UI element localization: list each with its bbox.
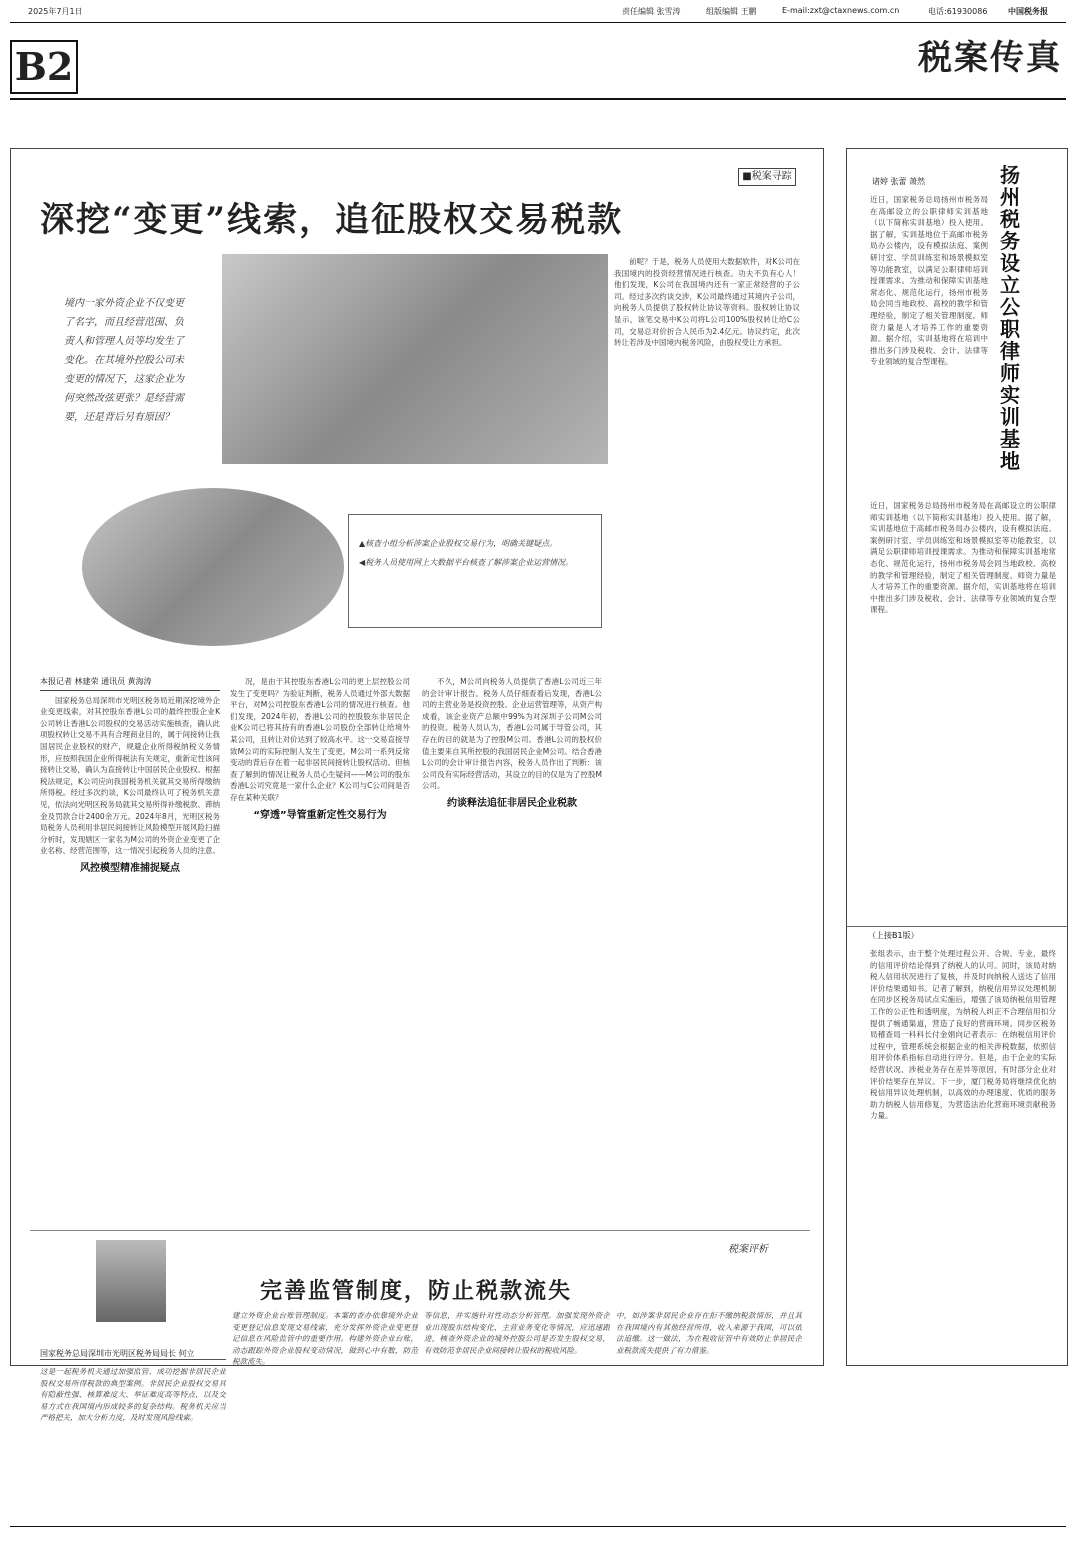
article-column-3 <box>422 676 602 1196</box>
sidebar-title: 扬州税务设立公职律师实训基地 <box>1000 163 1020 473</box>
photo-computer <box>82 488 344 646</box>
commentator-name: 国家税务总局深圳市光明区税务局局长 何立 <box>40 1348 226 1360</box>
section-title: 税案传真 <box>918 38 1062 78</box>
sidebar-column-lower: 近日，国家税务总局扬州市税务局在高邮设立的公职律师实训基地（以下简称实训基地）投入使用。据了解，实训基地位于高邮市税务局办公楼内，设有模拟法庭、案例研讨室、学员训练室和场景模拟室等功能教室，以满足公职律师培训授课需求。为推动和保障实训基地常态化、规范化运行，扬州市税务局会同当地政校、高校的教学和管理经验，制定了相关管理制度。师资力量是人才培养工作的重要资源。据介绍，实训基地将在培训中推出多门涉及税收、会计、法律等专业领域的复合型课程。 <box>870 501 1056 615</box>
subhead-3: 约谈释法追征非居民企业税款 <box>447 797 577 809</box>
sidebar-separator <box>846 926 1068 927</box>
commentary-rule <box>30 1230 810 1231</box>
commentary-column-1: 这是一起税务机关通过加强监管、成功挖掘非居民企业股权交易所得税款的典型案例。非居民企业股权交易具有隐蔽性强、核算难度大、举证难度高等特点，以及交易方式在我国境内形成较多的复杂结构。税务机关应当严格把关，加大分析力度，及时发现风险线索。 <box>40 1367 226 1423</box>
article-deck: 境内一家外资企业不仅变更了名字，而且经营范围、负责人和管理人员等均发生了变化。在其境外控股公司未变更的情况下，这家企业为何突然改弦更张？是经营需要，还是背后另有原因？ <box>64 298 184 423</box>
header-editor: 责任编辑 张雪涛 <box>622 7 681 16</box>
paragraph: 前呢？于是，税务人员使用大数据软件，对K公司在我国境内的投资经营情况进行核查。功夫不负有心人！他们发现，K公司在我国境内还有一家正常经营的子公司。经过多次约谈交涉，K公司最终通过其境内子公司，向税务人员提供了股权转让协议等资料。股权转让协议显示，该笔交易中K公司将L公司100%股权转让给C公司，交易总对价折合人民币为2.4亿元。协议约定，此次转让若涉及中国境内税务风险，由股权受让方承担。 <box>614 257 800 348</box>
sidebar-column-bottom: 张组表示，由于整个处理过程公开、合规、专业，最终的信用评价结论得到了纳税人的认可。同时，该局对纳税人信用状况进行了复核，并及时向纳税人送达了信用评价结果通知书。记者了解到，纳税信用异议处理机制在同步区税务局试点实施后，增强了该局纳税信用管理工作的公正性和透明度，为纳税人纠正不合理信用扣分提供了畅通渠道，营造了良好的营商环境。同步区税务局稽查局一科科长付金娟向记者表示：在纳税信用评价过程中，管理系统会根据企业的相关涉税数据，依照信用评价体系指标自动进行评分。但是，由于企业的实际经营状况、涉税业务存在差异等原因，有时部分企业对评价结果存在异议。下一步，厦门税务局将继续优化纳税信用异议处理机制，以高效的办理速度、优质的服务助力纳税人信用修复，为营造法治化营商环境贡献税务力量。 <box>870 949 1056 1121</box>
commentary-tag: 税案评析 <box>728 1244 768 1255</box>
paragraph: 国家税务总局深圳市光明区税务局近期深挖境外企业变更线索，对其控股东香港L公司的最终控股企业K公司转让香港L公司股权的交易活动实施核查，确认此项股权转让交易不具有合理商业目的，属于间接转让我国居民企业股权的财产，规避企业所得税纳税义务情形，应按照我国企业所得税法有关规定，重新定性该间接转让交易，确认为直接转让中国居民企业股权。根据税法规定，K公司应向我国税务机关就其交易所得缴纳所得税。经过多次约谈，K公司最终认可了税务机关意见，依法向光明区税务局就其交易所得补缴税款、滞纳金及罚款合计2400余万元。2024年8月，光明区税务局税务人员利用非居民间接转让风险模型开展风险扫描分析时，发现辖区一家名为M公司的外资企业变更了企业名称、经营范围等，这一情况引起税务人员的注意。 <box>40 695 220 856</box>
caption-1: ▲核查小组分析涉案企业股权交易行为，明确关键疑点。 <box>359 539 558 548</box>
header-layout-editor: 组版编辑 王鹏 <box>706 7 757 16</box>
page-label: B2 <box>10 40 78 94</box>
continued-note: （上接B1版） <box>868 931 919 940</box>
caption-box <box>348 514 602 628</box>
section-rule <box>10 98 1066 100</box>
header-email: E-mail:zxt@ctaxnews.com.cn <box>782 6 900 15</box>
headline: 深挖“变更”线索，追征股权交易税款 <box>40 200 624 240</box>
sidebar-column-top: 近日，国家税务总局扬州市税务局在高邮设立的公职律师实训基地（以下简称实训基地）投入使用。据了解，实训基地位于高邮市税务局办公楼内，设有模拟法庭、案例研讨室、学员训练室和场景模拟室等功能教室，以满足公职律师培训授课需求。为推动和保障实训基地常态化、规范化运行，扬州市税务局会同当地政校、高校的教学和管理经验，制定了相关管理制度。师资力量是人才培养工作的重要资源。据介绍，实训基地将在培训中推出多门涉及税收、会计、法律等专业领域的复合型课程。 <box>870 195 988 367</box>
footer-rule <box>10 1526 1066 1527</box>
photo-meeting <box>222 254 608 464</box>
page-header <box>28 6 1068 22</box>
article-column-2 <box>230 676 410 1196</box>
commentary-column-2: 建立外资企业台账管理制度。本案的查办依靠境外企业变更登记信息发现交易线索，充分发挥外资企业变更登记信息在风险监管中的重要作用。构建外资企业台账，动态跟踪外资企业股权变动情况，做到心中有数，防范税款流失。 <box>232 1311 418 1367</box>
header-phone: 电话:61930086 <box>928 7 988 16</box>
sidebar-byline: 诸婷 张蕾 萧然 <box>872 177 926 186</box>
commentary-column-3: 等信息，并实施针对性动态分析管理。加强发现外资企业出现股东结构变化、主营业务变化等情况，应迅速跟进，核查外资企业的境外控股公司是否发生股权交易，有效防范非居民企业间接转让股权的税收风险。 <box>424 1311 610 1355</box>
article-byline: 本报记者 林建荣 通讯员 黄海涛 <box>40 676 220 691</box>
commentator-portrait <box>96 1240 166 1322</box>
caption-2: ◀税务人员使用网上大数据平台核查了解涉案企业运营情况。 <box>359 558 574 567</box>
header-date: 2025年7月1日 <box>28 7 83 16</box>
article-column-1 <box>40 676 220 1196</box>
article-column-4 <box>614 256 800 1196</box>
paragraph: 况，是由于其控股东香港L公司的更上层控股公司发生了变更吗？为验证判断，税务人员通过外部大数据平台，对M公司控股东香港L公司的情况进行核查。他们发现，2024年初，香港L公司的控股股东非居民企业K公司已将其持有的香港L公司股份全部转让给境外某公司，且转让对价达到了较高水平。这一交易直接导致M公司的实际控制人发生了变更。M公司一系列反常变动的背后存在着一起非居民间接转让股权活动。但核查了解到的情况让税务人员心生疑问——M公司的股东香港L公司究竟是一家什么企业？K公司与C公司间是否存在某种关联？ <box>230 677 410 802</box>
header-rule <box>10 22 1066 23</box>
column-tag: ■税案寻踪 <box>738 168 796 186</box>
commentary-title: 完善监管制度，防止税款流失 <box>260 1278 573 1304</box>
paragraph: 不久，M公司向税务人员提供了香港L公司近三年的会计审计报告。税务人员仔细查看后发现，香港L公司的主营业务是投资控股、企业运营管理等，从资产构成看，该企业资产总额中99%为对深圳子公司M公司的投资。税务人员认为，香港L公司属于导管公司，其存在的目的就是为了控股M公司。香港L公司的股权价值主要来自其所控股的我国居民企业M公司。结合香港L公司的会计审计报告内容，税务人员作出了判断：该公司没有实际经营活动，其设立的目的仅是为了控股M公司。 <box>422 677 602 791</box>
header-paper-name: 中国税务报 <box>1008 7 1048 16</box>
subhead-2: “穿透”导管重新定性交易行为 <box>253 809 387 821</box>
commentary-column-4: 中，如涉案非居民企业存在拒不缴纳税款情形，并且其在我国境内有其他经营所得，收入来源于我国，可以依法追缴。这一做法，为在税收征管中有效防止非居民企业税款流失提供了有力借鉴。 <box>616 1311 802 1355</box>
subhead-1: 风控模型精准捕捉疑点 <box>80 862 180 874</box>
